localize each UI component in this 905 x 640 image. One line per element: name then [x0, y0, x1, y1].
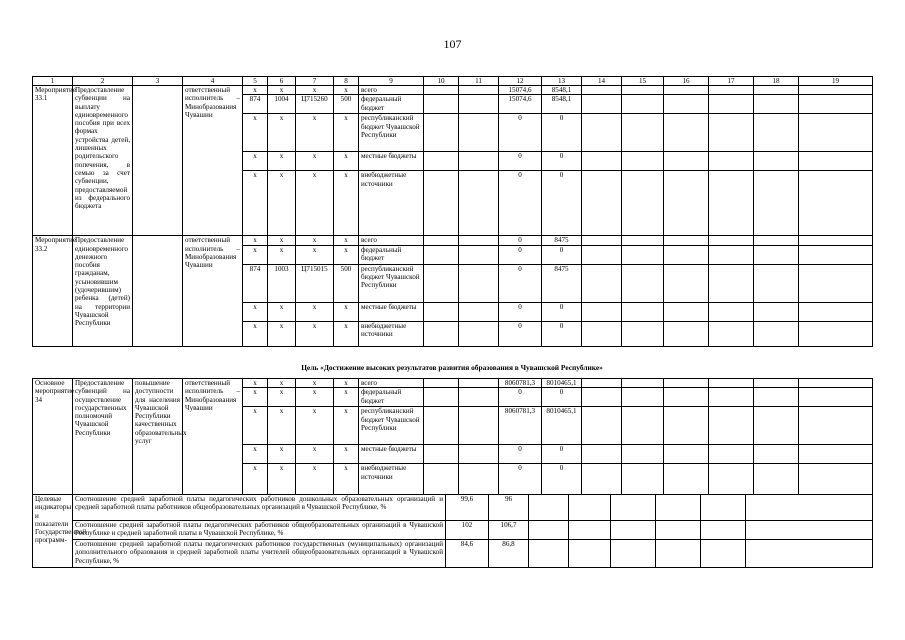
code-cell: x	[334, 86, 359, 95]
page-number: 107	[443, 37, 462, 51]
empty-cell	[664, 245, 709, 264]
code-cell: 874	[243, 264, 268, 302]
empty-cell	[799, 236, 873, 245]
empty-cell	[709, 302, 754, 321]
code-cell: x	[334, 445, 359, 464]
empty-cell	[424, 245, 459, 264]
value-cell: 0	[542, 388, 582, 407]
col-num: 14	[582, 77, 622, 86]
value-cell: 0	[542, 464, 582, 495]
value-cell: 0	[499, 321, 542, 346]
empty-cell	[799, 302, 873, 321]
value-cell: 8060781,3	[499, 407, 542, 445]
empty-cell	[582, 407, 622, 445]
indicator-text: Соотношение средней заработной платы педагогических работников дошкольных образовательных организаций и средней заработной платы работников общеобразовательных организаций в Чувашской Республике, %	[73, 495, 446, 521]
empty-cell	[754, 302, 799, 321]
code-cell: x	[334, 236, 359, 245]
empty-cell	[459, 302, 499, 321]
code-cell: x	[268, 302, 296, 321]
code-cell: x	[296, 407, 334, 445]
empty-cell	[459, 379, 499, 388]
empty-cell	[709, 379, 754, 388]
empty-cell	[582, 152, 622, 171]
empty-cell	[799, 152, 873, 171]
funding-source: республиканский бюджет Чувашской Республики	[359, 264, 424, 302]
empty-cell	[754, 388, 799, 407]
funding-source: местные бюджеты	[359, 445, 424, 464]
empty-cell	[664, 114, 709, 152]
measure-label: Основное мероприятие 34	[33, 379, 73, 495]
code-cell: x	[296, 379, 334, 388]
measure-name: Предоставление субвенции на выплату единовременного пособия при всех формах устройства детей, лишенных родительского попечения, в семью за счет субвенции, предоставляемой из федерального бюджета	[73, 86, 133, 236]
empty-cell	[664, 464, 709, 495]
code-cell: x	[243, 171, 268, 236]
empty-cell	[664, 302, 709, 321]
col-num: 16	[664, 77, 709, 86]
value-cell: 0	[499, 114, 542, 152]
col-num: 19	[799, 77, 873, 86]
empty-cell	[622, 407, 664, 445]
measure-label: Мероприятие 33.1	[33, 86, 73, 236]
value-cell: 0	[499, 388, 542, 407]
measure-name: Предоставление единовременного денежного пособия гражданам, усыновившим (удочерившим) ребенка (детей) на территории Чувашской Республики	[73, 236, 133, 346]
empty-cell	[701, 540, 746, 568]
empty-cell	[582, 388, 622, 407]
code-cell: x	[296, 236, 334, 245]
empty-cell	[582, 302, 622, 321]
empty-cell	[754, 86, 799, 95]
code-cell: x	[268, 464, 296, 495]
empty-cell	[799, 95, 873, 114]
empty-cell	[709, 407, 754, 445]
empty-cell	[611, 521, 656, 540]
code-cell: x	[296, 171, 334, 236]
measure-responsible: ответственный исполнитель – Минобразования Чувашии	[183, 379, 243, 495]
empty-cell	[746, 521, 873, 540]
empty-cell	[622, 464, 664, 495]
empty-cell	[799, 321, 873, 346]
empty-cell	[664, 152, 709, 171]
empty-cell	[709, 86, 754, 95]
empty-cell	[799, 388, 873, 407]
empty-cell	[746, 540, 873, 568]
measure-name: Предоставление субвенций на осуществление государственных полномочий Чувашской Республики	[73, 379, 133, 495]
code-cell: x	[268, 388, 296, 407]
col-num: 12	[499, 77, 542, 86]
empty-cell	[664, 407, 709, 445]
empty-cell	[529, 540, 569, 568]
empty-cell	[582, 95, 622, 114]
col-num: 4	[183, 77, 243, 86]
value-cell: 84,6	[446, 540, 489, 568]
funding-source: местные бюджеты	[359, 302, 424, 321]
empty-cell	[709, 264, 754, 302]
funding-source: всего	[359, 236, 424, 245]
empty-cell	[582, 171, 622, 236]
empty-cell	[709, 95, 754, 114]
col-num: 11	[459, 77, 499, 86]
empty-cell	[622, 95, 664, 114]
empty-cell	[656, 521, 701, 540]
empty-cell	[709, 152, 754, 171]
goal-title: Цель «Достижение высоких результатов развития образования в Чувашской Республике»	[301, 363, 603, 372]
empty-cell	[459, 264, 499, 302]
empty-cell	[799, 379, 873, 388]
value-cell: 96	[489, 495, 529, 521]
code-cell: x	[268, 114, 296, 152]
empty-cell	[754, 245, 799, 264]
empty-cell	[799, 264, 873, 302]
empty-cell	[459, 95, 499, 114]
code-cell: x	[334, 321, 359, 346]
code-cell: x	[296, 445, 334, 464]
value-cell: 0	[499, 302, 542, 321]
empty-cell	[622, 236, 664, 245]
value-cell: 0	[499, 236, 542, 245]
empty-cell	[754, 152, 799, 171]
measures-table-34	[32, 378, 873, 495]
empty-cell	[582, 464, 622, 495]
empty-cell	[459, 114, 499, 152]
col-num: 10	[424, 77, 459, 86]
code-cell: x	[296, 388, 334, 407]
empty-cell	[582, 245, 622, 264]
funding-source: федеральный бюджет	[359, 95, 424, 114]
code-cell: x	[334, 388, 359, 407]
empty-cell	[799, 464, 873, 495]
empty-cell	[611, 495, 656, 521]
funding-source: республиканский бюджет Чувашской Республики	[359, 407, 424, 445]
code-cell: x	[268, 236, 296, 245]
code-cell: 500	[334, 264, 359, 302]
code-cell: x	[268, 152, 296, 171]
col-num: 18	[754, 77, 799, 86]
empty-cell	[424, 152, 459, 171]
empty-cell	[529, 521, 569, 540]
indicators-label: Целевые индикаторы и показатели Государственной программ-	[33, 495, 73, 568]
value-cell: 102	[446, 521, 489, 540]
empty-cell	[569, 540, 611, 568]
empty-cell	[664, 86, 709, 95]
value-cell: 8548,1	[542, 86, 582, 95]
col-num: 6	[268, 77, 296, 86]
empty-cell	[459, 407, 499, 445]
value-cell: 0	[542, 321, 582, 346]
code-cell: x	[243, 114, 268, 152]
code-cell: x	[296, 114, 334, 152]
empty-cell	[424, 321, 459, 346]
empty-cell	[799, 86, 873, 95]
empty-cell	[459, 464, 499, 495]
empty-cell	[569, 521, 611, 540]
value-cell: 0	[542, 171, 582, 236]
code-cell: x	[243, 388, 268, 407]
code-cell: x	[296, 245, 334, 264]
empty-cell	[424, 445, 459, 464]
empty-cell	[611, 540, 656, 568]
empty-cell	[754, 379, 799, 388]
measure-result: повышение доступности для населения Чувашской Республики качественных образовательных услуг	[133, 379, 183, 495]
code-cell: x	[334, 245, 359, 264]
value-cell: 0	[499, 152, 542, 171]
empty-cell	[799, 445, 873, 464]
value-cell: 86,8	[489, 540, 529, 568]
empty-cell	[754, 464, 799, 495]
empty-cell	[622, 264, 664, 302]
value-cell: 15074,6	[499, 86, 542, 95]
empty-cell	[424, 407, 459, 445]
code-cell: 874	[243, 95, 268, 114]
empty-cell	[459, 388, 499, 407]
empty-cell	[622, 245, 664, 264]
measures-table-33	[32, 85, 873, 347]
empty-cell	[754, 114, 799, 152]
value-cell: 0	[499, 245, 542, 264]
empty-cell	[622, 445, 664, 464]
empty-cell	[459, 152, 499, 171]
empty-cell	[754, 445, 799, 464]
empty-cell	[799, 407, 873, 445]
code-cell: x	[243, 464, 268, 495]
code-cell: x	[334, 302, 359, 321]
code-cell: x	[296, 321, 334, 346]
col-num: 1	[33, 77, 73, 86]
col-num: 3	[133, 77, 183, 86]
col-num: 8	[334, 77, 359, 86]
value-cell: 8548,1	[542, 95, 582, 114]
empty-cell	[622, 171, 664, 236]
empty-cell	[664, 264, 709, 302]
funding-source: внебюджетные источники	[359, 464, 424, 495]
value-cell: 8010465,1	[542, 407, 582, 445]
empty-cell	[424, 464, 459, 495]
empty-cell	[459, 86, 499, 95]
empty-cell	[582, 264, 622, 302]
funding-source: всего	[359, 86, 424, 95]
empty-cell	[622, 152, 664, 171]
empty-cell	[709, 464, 754, 495]
empty-cell	[459, 236, 499, 245]
code-cell: x	[268, 321, 296, 346]
funding-source: всего	[359, 379, 424, 388]
empty-cell	[656, 495, 701, 521]
empty-cell	[664, 445, 709, 464]
value-cell: 99,6	[446, 495, 489, 521]
code-cell: x	[334, 171, 359, 236]
code-cell: x	[243, 321, 268, 346]
value-cell: 0	[542, 445, 582, 464]
empty-cell	[424, 236, 459, 245]
funding-source: местные бюджеты	[359, 152, 424, 171]
indicators-table	[32, 494, 873, 568]
empty-cell	[424, 171, 459, 236]
empty-cell	[459, 321, 499, 346]
code-cell: Ц715015	[296, 264, 334, 302]
empty-cell	[754, 171, 799, 236]
empty-cell	[709, 321, 754, 346]
indicator-text: Соотношение средней заработной платы педагогических работников общеобразовательных организаций в Чувашской Республике и средней заработной платы в Чувашской Республике, %	[73, 521, 446, 540]
empty-cell	[664, 95, 709, 114]
funding-source: федеральный бюджет	[359, 388, 424, 407]
value-cell: 8475	[542, 264, 582, 302]
measure-result	[133, 236, 183, 346]
empty-cell	[582, 86, 622, 95]
measure-label: Мероприятие 33.2	[33, 236, 73, 346]
empty-cell	[569, 495, 611, 521]
code-cell: x	[243, 152, 268, 171]
code-cell: x	[296, 86, 334, 95]
empty-cell	[709, 236, 754, 245]
empty-cell	[424, 379, 459, 388]
funding-source: федеральный бюджет	[359, 245, 424, 264]
empty-cell	[622, 302, 664, 321]
measure-responsible: ответственный исполнитель – Минобразования Чувашии	[183, 236, 243, 346]
empty-cell	[799, 171, 873, 236]
empty-cell	[664, 379, 709, 388]
empty-cell	[709, 171, 754, 236]
empty-cell	[754, 321, 799, 346]
empty-cell	[701, 521, 746, 540]
empty-cell	[701, 495, 746, 521]
code-cell: x	[243, 379, 268, 388]
col-num: 2	[73, 77, 133, 86]
empty-cell	[459, 445, 499, 464]
funding-source: республиканский бюджет Чувашской Республики	[359, 114, 424, 152]
empty-cell	[754, 407, 799, 445]
col-num: 17	[709, 77, 754, 86]
value-cell: 0	[542, 114, 582, 152]
empty-cell	[664, 321, 709, 346]
empty-cell	[424, 114, 459, 152]
empty-cell	[656, 540, 701, 568]
empty-cell	[664, 171, 709, 236]
empty-cell	[754, 264, 799, 302]
empty-cell	[709, 245, 754, 264]
measure-result	[133, 86, 183, 236]
code-cell: 500	[334, 95, 359, 114]
value-cell: 8010465,1	[542, 379, 582, 388]
code-cell: x	[268, 171, 296, 236]
value-cell: 0	[499, 264, 542, 302]
empty-cell	[799, 245, 873, 264]
value-cell: 0	[542, 245, 582, 264]
empty-cell	[582, 114, 622, 152]
indicator-text: Соотношение средней заработной платы педагогических работников государственных (муниципальных) организаций дополнительного образования и средней заработной платы учителей общеобразовательных организаций в Чувашской Республике, %	[73, 540, 446, 568]
code-cell: x	[243, 245, 268, 264]
empty-cell	[622, 379, 664, 388]
code-cell: 1003	[268, 264, 296, 302]
code-cell: x	[334, 464, 359, 495]
empty-cell	[746, 495, 873, 521]
empty-cell	[622, 321, 664, 346]
goal-row	[32, 360, 872, 375]
empty-cell	[664, 388, 709, 407]
code-cell: x	[243, 86, 268, 95]
col-num: 15	[622, 77, 664, 86]
empty-cell	[709, 445, 754, 464]
code-cell: x	[334, 407, 359, 445]
value-cell: 0	[542, 302, 582, 321]
funding-source: внебюджетные источники	[359, 171, 424, 236]
value-cell: 0	[499, 445, 542, 464]
empty-cell	[754, 95, 799, 114]
empty-cell	[799, 114, 873, 152]
empty-cell	[424, 388, 459, 407]
empty-cell	[709, 114, 754, 152]
value-cell: 8475	[542, 236, 582, 245]
empty-cell	[664, 236, 709, 245]
value-cell: 8060781,3	[499, 379, 542, 388]
value-cell: 15074,6	[499, 95, 542, 114]
empty-cell	[459, 171, 499, 236]
col-num: 7	[296, 77, 334, 86]
code-cell: x	[268, 379, 296, 388]
code-cell: 1004	[268, 95, 296, 114]
code-cell: x	[268, 407, 296, 445]
col-num: 13	[542, 77, 582, 86]
code-cell: x	[268, 245, 296, 264]
code-cell: x	[243, 407, 268, 445]
code-cell: x	[243, 302, 268, 321]
empty-cell	[459, 245, 499, 264]
code-cell: Ц715260	[296, 95, 334, 114]
code-cell: x	[334, 379, 359, 388]
empty-cell	[424, 86, 459, 95]
code-cell: x	[243, 445, 268, 464]
value-cell: 0	[499, 171, 542, 236]
empty-cell	[622, 388, 664, 407]
empty-cell	[582, 445, 622, 464]
code-cell: x	[296, 464, 334, 495]
value-cell: 106,7	[489, 521, 529, 540]
code-cell: x	[334, 152, 359, 171]
funding-source: внебюджетные источники	[359, 321, 424, 346]
measure-responsible: ответственный исполнитель – Минобразования Чувашии	[183, 86, 243, 236]
empty-cell	[582, 236, 622, 245]
code-cell: x	[243, 236, 268, 245]
empty-cell	[529, 495, 569, 521]
empty-cell	[424, 95, 459, 114]
code-cell: x	[296, 152, 334, 171]
col-num: 9	[359, 77, 424, 86]
empty-cell	[582, 379, 622, 388]
code-cell: x	[334, 114, 359, 152]
empty-cell	[582, 321, 622, 346]
empty-cell	[754, 236, 799, 245]
empty-cell	[622, 114, 664, 152]
value-cell: 0	[499, 464, 542, 495]
empty-cell	[709, 388, 754, 407]
empty-cell	[424, 302, 459, 321]
empty-cell	[424, 264, 459, 302]
empty-cell	[622, 86, 664, 95]
col-num: 5	[243, 77, 268, 86]
code-cell: x	[268, 445, 296, 464]
value-cell: 0	[542, 152, 582, 171]
code-cell: x	[268, 86, 296, 95]
code-cell: x	[296, 302, 334, 321]
